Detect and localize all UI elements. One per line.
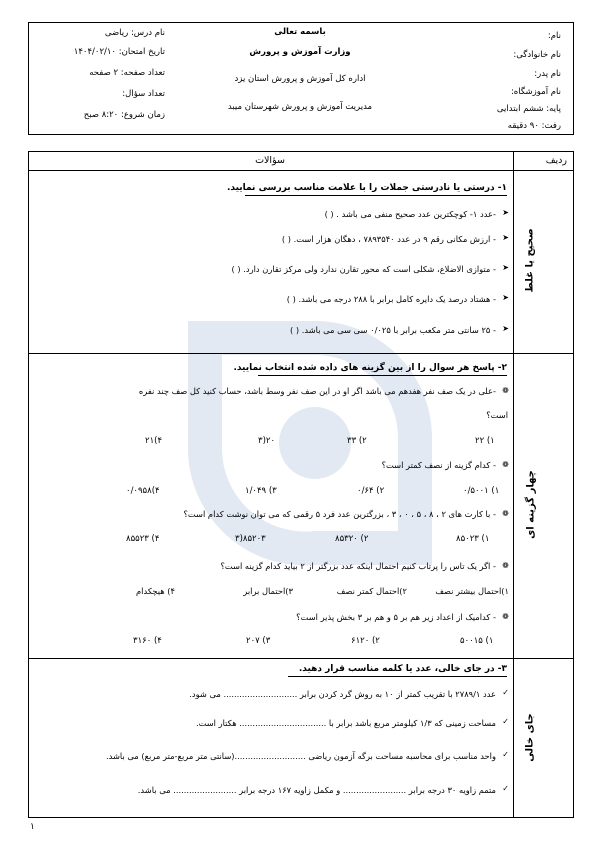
ministry-title: وزارت آموزش و پرورش — [249, 47, 351, 57]
option-3[interactable]: ۳)احتمال برابر — [243, 586, 293, 596]
check-icon: ✓ — [502, 750, 509, 759]
question-stem-cont: است؟ — [486, 410, 508, 420]
option-1[interactable]: ۰/۵۰۰۱ (۱ — [463, 486, 500, 496]
option-2[interactable]: ۰/۶۴ (۲ — [357, 486, 385, 496]
bullet-icon: ❁ — [502, 561, 509, 570]
local-office-title: مدیریت آموزش و پرورش شهرستان میبد — [227, 102, 373, 112]
bullet-icon: ❁ — [502, 612, 509, 621]
option-4[interactable]: ۴) هیچکدام — [136, 586, 175, 596]
section2-title-underline — [258, 375, 507, 376]
section3-title: ۳- در جای خالی، عدد یا کلمه مناسب قرار دهید. — [298, 664, 507, 674]
fill-blank-text[interactable]: واحد مناسب برای محاسبه مساحت برگه آزمون ریاضی ...........................(سانتی متر مربع-متر مربع) می باشد. — [105, 751, 496, 761]
fill-blank-text[interactable]: مساحت زمینی که ۱/۳ کیلومتر مربع باشد برابر با ................................. هکتار است. — [195, 718, 496, 728]
option-1[interactable]: ۱)احتمال بیشتر نصف — [435, 586, 509, 596]
subject-field: نام درس: ریاضی — [104, 28, 165, 38]
option-3[interactable]: ۳)۲۰ — [258, 436, 276, 446]
statement-text: -عدد ۱- کوچکترین عدد صحیح منفی می باشد . ( ) — [324, 209, 496, 219]
option-4[interactable]: ۸۵۵۲۳ (۴ — [126, 534, 160, 544]
option-4[interactable]: ۳۱۶۰ (۴ — [133, 636, 162, 646]
bismillah: باسمه تعالی — [274, 27, 326, 37]
general-office-title: اداره کل آموزش و پرورش استان یزد — [234, 74, 366, 84]
duration-field: رفت: ۹۰ دقیقه — [507, 121, 561, 131]
section3-title-underline — [288, 676, 507, 677]
fill-blank-text[interactable]: متمم زاویه ۳۰ درجه برابر ........................ و مکمل زاویه ۱۶۷ درجه برابر ........................ می باشد. — [137, 785, 496, 795]
page-count-field: تعداد صفحه: ۲ صفحه — [89, 68, 165, 78]
arrow-marker-icon: ➤ — [502, 233, 509, 242]
exam-date-field: تاریخ امتحان: ۱۴۰۴/۰۲/۱۰ — [73, 47, 165, 57]
question-stem: - کدامیک از اعداد زیر هم بر ۵ و هم بر ۳ بخش پذیر است؟ — [296, 612, 496, 622]
bullet-icon: ❁ — [502, 386, 509, 395]
statement-text: - متوازی الاضلاع، شکلی است که محور تقارن ندارد ولی مرکز تقارن دارد. ( ) — [231, 264, 496, 274]
question-stem: - با کارت های ۲ ، ۸ ، ۵ ، ۰ ، ۳ ، بزرگترین عدد فرد ۵ رقمی که می توان نوشت کدام است؟ — [183, 509, 496, 519]
section2-divider — [28, 658, 574, 659]
section1-title-underline — [245, 195, 507, 196]
table-header-divider — [28, 170, 574, 171]
bullet-icon: ❁ — [502, 509, 509, 518]
section1-side-label: صحیح یا غلط — [524, 228, 536, 293]
option-2[interactable]: ۳۳ (۲ — [347, 436, 367, 446]
question-count-field: تعداد سؤال: — [122, 89, 165, 99]
family-field: نام خانوادگی: — [513, 50, 561, 60]
option-4[interactable]: ۲۱(۴ — [145, 436, 163, 446]
option-1[interactable]: ۵۰۰۱۵ (۱ — [460, 636, 494, 646]
statement-text: - ۲۵ سانتی متر مکعب برابر با ۰/۰۲۵ سی سی می باشد. ( ) — [289, 325, 496, 335]
check-icon: ✓ — [502, 688, 509, 697]
row-header: ردیف — [545, 155, 567, 166]
question-stem: - کدام گزینه از نصف کمتر است؟ — [381, 460, 496, 470]
option-2[interactable]: ۲)احتمال کمتر نصف — [336, 586, 407, 596]
section1-title: ۱- درستی یا نادرستی جملات را با علامت مناسب بررسی نمایید. — [226, 183, 507, 193]
page-number: ۱ — [30, 822, 35, 832]
question-stem: - اگر یک تاس را پرتاب کنیم احتمال اینکه عدد بزرگتر از ۲ بیاید کدام گزینه است؟ — [220, 561, 496, 571]
option-1[interactable]: ۲۲ (۱ — [475, 436, 495, 446]
option-3[interactable]: ۲۰۷ (۳ — [246, 636, 271, 646]
option-1[interactable]: ۸۵۰۲۳ (۱ — [456, 534, 490, 544]
section2-side-label: چهار گزینه ای — [525, 470, 537, 539]
option-4[interactable]: ۰/۰۹۵۸(۴ — [126, 486, 160, 496]
arrow-marker-icon: ➤ — [502, 263, 509, 272]
question-stem: -علی در یک صف نفر هفدهم می باشد اگر او در این صف نفر وسط باشد، حساب کنید کل صف چند نفره — [138, 386, 496, 396]
option-3[interactable]: ۱/۰۴۹ (۳ — [245, 486, 277, 496]
section1-divider — [28, 353, 574, 354]
questions-header: سؤالات — [255, 155, 285, 166]
school-field: نام آموزشگاه: — [510, 87, 561, 97]
arrow-marker-icon: ➤ — [502, 208, 509, 217]
section2-title: ۲- پاسخ هر سوال را از بین گزینه های داده شده انتخاب نمایید. — [233, 363, 507, 373]
fill-blank-text[interactable]: عدد ۲۷۸۹/۱ با تقریب کمتر از ۱۰ به روش گرد کردن برابر ............................ می شود. — [189, 689, 496, 699]
check-icon: ✓ — [502, 784, 509, 793]
bullet-icon: ❁ — [502, 460, 509, 469]
name-field: نام: — [547, 31, 561, 41]
column-divider — [513, 151, 514, 818]
option-2[interactable]: ۶۱۲۰ (۲ — [351, 636, 380, 646]
check-icon: ✓ — [502, 717, 509, 726]
statement-text: - هشتاد درصد یک دایره کامل برابر با ۲۸۸ درجه می باشد. ( ) — [286, 294, 496, 304]
statement-text: - ارزش مکانی رقم ۹ در عدد ۷۸۹۳۵۴۰ ، دهگان هزار است. ( ) — [281, 234, 496, 244]
start-time-field: زمان شروع: ۸:۲۰ صبح — [83, 110, 165, 120]
father-field: نام پدر: — [534, 69, 561, 79]
section3-side-label: جای خالی — [524, 713, 536, 762]
grade-field: پایه: ششم ابتدایی — [496, 104, 561, 114]
arrow-marker-icon: ➤ — [502, 324, 509, 333]
option-3[interactable]: ۳)۸۵۲۰۳ — [235, 534, 266, 544]
option-2[interactable]: ۸۵۳۲۰ (۲ — [335, 534, 369, 544]
arrow-marker-icon: ➤ — [502, 293, 509, 302]
